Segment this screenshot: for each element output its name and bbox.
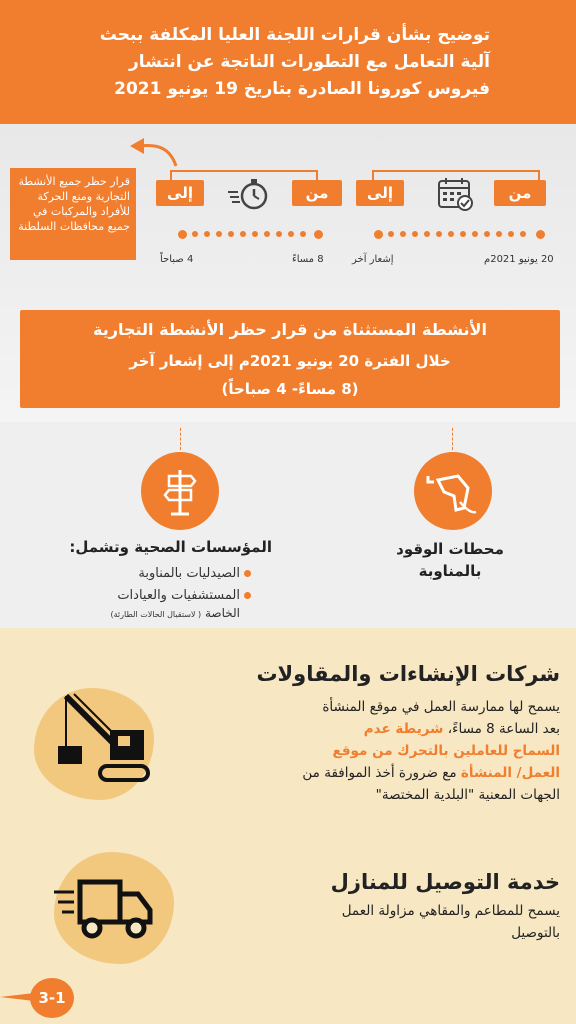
construction-line-4a: العمل/ المنشأة (460, 765, 560, 781)
delivery-line-2: بالتوصيل (511, 925, 560, 941)
health-circle (141, 452, 219, 530)
bullet-dot (244, 592, 251, 599)
exempt-line-3: (8 مساءً- 4 صباحاً) (221, 380, 359, 398)
timeline-left-from-tag: من (292, 180, 342, 206)
timeline-left-to-tag: إلى (156, 180, 204, 206)
ban-decision-box (10, 168, 136, 260)
construction-line-2a: بعد الساعة 8 مساءً، (443, 721, 560, 737)
health-item-hospitals: المستشفيات والعيادات (117, 588, 240, 603)
exempt-line-1: الأنشطة المستثناة من قرار حظر الأنشطة التجارية (93, 320, 487, 339)
construction-line-2 (160, 718, 560, 740)
delivery-line-1: يسمح للمطاعم والمقاهي مزاولة العمل (341, 903, 560, 919)
bullet-dot (244, 570, 251, 577)
construction-line-3: السماح للعاملين بالتحرك من موقع (332, 743, 560, 759)
timeline-right-end: إشعار آخر (352, 254, 394, 265)
timeline-right-to-tag: إلى (356, 180, 404, 206)
health-heading: المؤسسات الصحية وتشمل: (69, 538, 272, 556)
health-item-private: الخاصة (204, 606, 240, 620)
delivery-heading: خدمة التوصيل للمنازل (330, 870, 560, 894)
stopwatch-icon (226, 176, 270, 212)
fuel-label (370, 538, 530, 582)
health-item-hospitals-cont (40, 606, 240, 620)
fuel-label-line-1: محطات الوقود (396, 540, 504, 558)
page-number: 3-1 (30, 978, 74, 1018)
page-title (14, 22, 490, 103)
delivery-truck-icon (50, 874, 160, 946)
title-line-2: آلية التعامل مع التطورات الناتجة عن انتشار (128, 52, 490, 72)
ban-decision-text: قرار حظر جميع الأنشطة التجارية ومنع الحركة للأفراد والمركبات في جميع محافظات السلطنة (18, 175, 130, 233)
signpost-icon (141, 452, 219, 530)
exempt-activities-banner (20, 310, 560, 408)
timeline-right-from-tag: من (494, 180, 546, 206)
delivery-paragraph (160, 900, 560, 944)
timeline-left-dots (180, 230, 320, 238)
timeline-right-dots (380, 230, 540, 238)
timeline-left-start: 8 مساءً (292, 254, 324, 265)
construction-line-1: يسمح لها ممارسة العمل في موقع المنشأة (322, 699, 560, 715)
dashed-connector (180, 428, 181, 450)
construction-line-5: الجهات المعنية "البلدية المختصة" (375, 787, 560, 803)
calendar-icon (437, 176, 475, 212)
construction-line-2b: شريطة عدم (363, 721, 444, 737)
curved-arrow-icon (118, 136, 180, 172)
fuel-label-line-2: بالمناوبة (418, 562, 482, 580)
crane-icon (54, 690, 152, 790)
fuel-circle (414, 452, 492, 530)
fuel-nozzle-icon (414, 452, 492, 530)
construction-paragraph (160, 696, 560, 806)
health-item-note: ( لاستقبال الحالات الطارئة) (110, 610, 202, 619)
dashed-connector (452, 428, 453, 450)
exempt-line-2: خلال الفترة 20 يونيو 2021م إلى إشعار آخر (129, 352, 451, 370)
health-item-pharmacies: الصيدليات بالمناوبة (138, 566, 240, 581)
timeline-right-start: 20 يونيو 2021م (484, 254, 554, 265)
construction-heading: شركات الإنشاءات والمقاولات (256, 662, 560, 686)
title-line-1: توضيح بشأن قرارات اللجنة العليا المكلفة ببحث (99, 25, 490, 45)
construction-line-4 (160, 762, 560, 784)
timeline-left-end: 4 صباحاً (160, 254, 194, 265)
construction-line-4b: مع ضرورة أخذ الموافقة من (302, 765, 461, 781)
header-banner (0, 0, 576, 124)
title-line-3: فيروس كورونا الصادرة بتاريخ 19 يونيو 2021 (114, 79, 490, 99)
